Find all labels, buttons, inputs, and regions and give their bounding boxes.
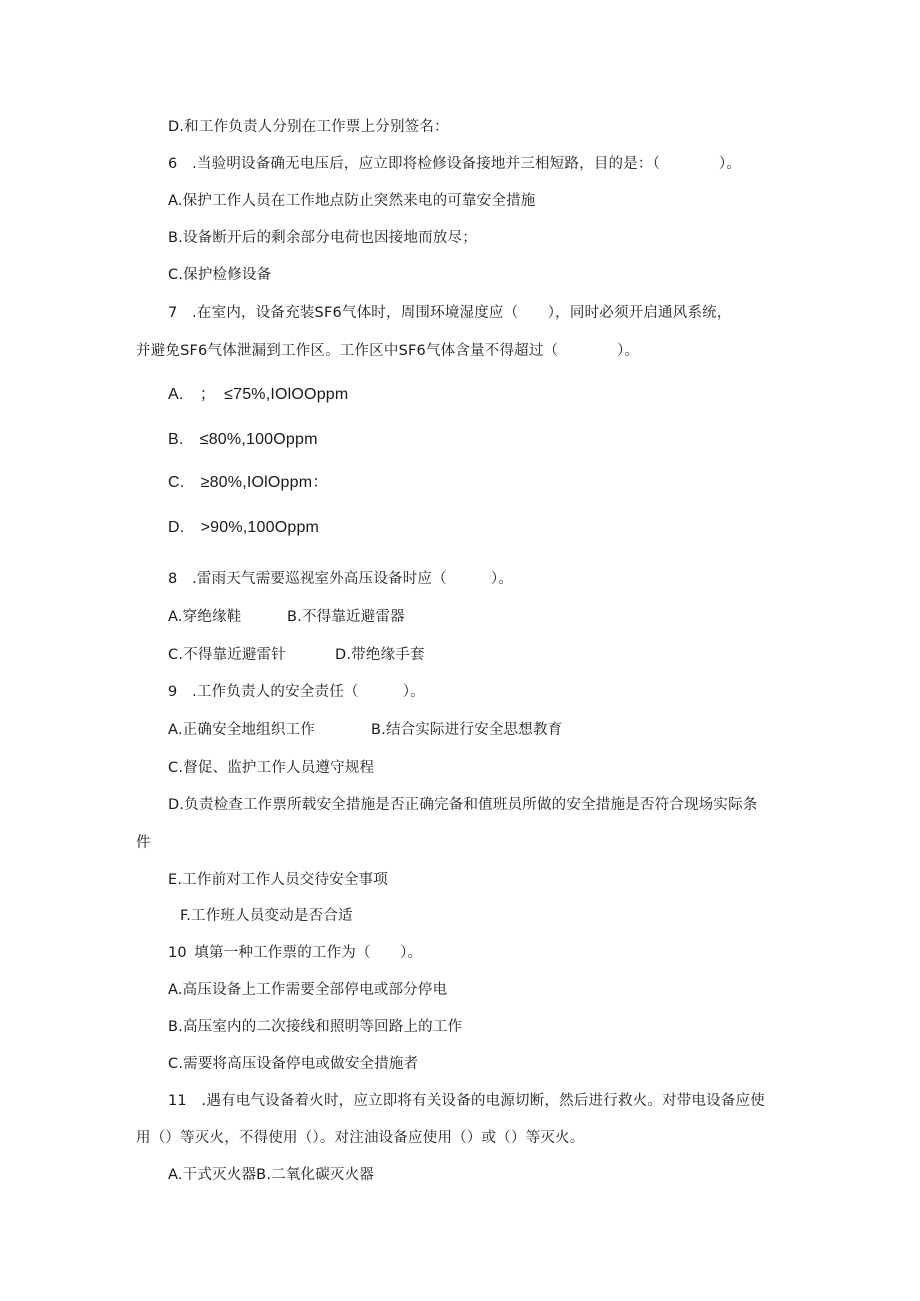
option-d-q9-line-1: D.负责检查工作票所载安全措施是否正确完备和值班员所做的安全措施是否符合现场实际条 bbox=[168, 797, 758, 813]
option-d-q9-line-2: 件 bbox=[136, 835, 151, 851]
option-d-q5: D.和工作负责人分别在工作票上分别签名： bbox=[168, 119, 449, 135]
option-d-q8: D.带绝缘手套 bbox=[335, 647, 425, 663]
option-a-q8: A.穿绝缘鞋 bbox=[168, 609, 242, 625]
option-b-q6: B.设备断开后的剩余部分电荷也因接地而放尽； bbox=[168, 230, 477, 246]
option-c-q10: C.需要将高压设备停电或做安全措施者 bbox=[168, 1056, 419, 1072]
option-c-q6: C.保护检修设备 bbox=[168, 267, 272, 283]
option-b-q9: B.结合实际进行安全思想教育 bbox=[371, 722, 563, 738]
option-a-q7: A. ； ≤75%,IOlOOppm bbox=[168, 386, 349, 403]
question-7-line-2: 并避免SF6气体泄漏到工作区。工作区中SF6气体含量不得超过（ ）。 bbox=[136, 343, 640, 359]
option-b-q8: B.不得靠近避雷器 bbox=[287, 609, 405, 625]
question-11-line-2: 用（）等灭火，不得使用（）。对注油设备应使用（）或（）等灭火。 bbox=[136, 1130, 585, 1146]
option-a-q10: A.高压设备上工作需要全部停电或部分停电 bbox=[168, 982, 448, 998]
question-6: 6 .当验明设备确无电压后，应立即将检修设备接地并三相短路，目的是：（ ）。 bbox=[168, 156, 742, 172]
option-d-q7: D. >90%,100Oppm bbox=[168, 519, 320, 536]
option-f-q9: F.工作班人员变动是否合适 bbox=[180, 908, 353, 924]
option-e-q9: E.工作前对工作人员交待安全事项 bbox=[168, 872, 388, 888]
question-10: 10 填第一种工作票的工作为（ ）。 bbox=[168, 945, 423, 961]
question-7-line-1: 7 .在室内，设备充装SF6气体时，周围环境湿度应（ ），同时必须开启通风系统， bbox=[168, 305, 732, 321]
option-b-q10: B.高压室内的二次接线和照明等回路上的工作 bbox=[168, 1019, 463, 1035]
question-9: 9 .工作负责人的安全责任（ ）。 bbox=[168, 684, 425, 700]
question-11-line-1: 11 .遇有电气设备着火时，应立即将有关设备的电源切断，然后进行救火。对带电设备应使 bbox=[168, 1093, 765, 1109]
option-c-q8: C.不得靠近避雷针 bbox=[168, 647, 287, 663]
option-a-b-q11: A.干式灭火器B.二氧化碳灭火器 bbox=[168, 1167, 375, 1183]
option-a-q9: A.正确安全地组织工作 bbox=[168, 722, 315, 738]
option-b-q7: B. ≤80%,100Oppm bbox=[168, 431, 318, 448]
option-c-q9: C.督促、监护工作人员遵守规程 bbox=[168, 760, 375, 776]
option-c-q7: C. ≥80%,IOlOppm： bbox=[168, 474, 329, 491]
option-a-q6: A.保护工作人员在工作地点防止突然来电的可靠安全措施 bbox=[168, 193, 536, 209]
question-8: 8 .雷雨天气需要巡视室外高压设备时应（ ）。 bbox=[168, 571, 514, 587]
